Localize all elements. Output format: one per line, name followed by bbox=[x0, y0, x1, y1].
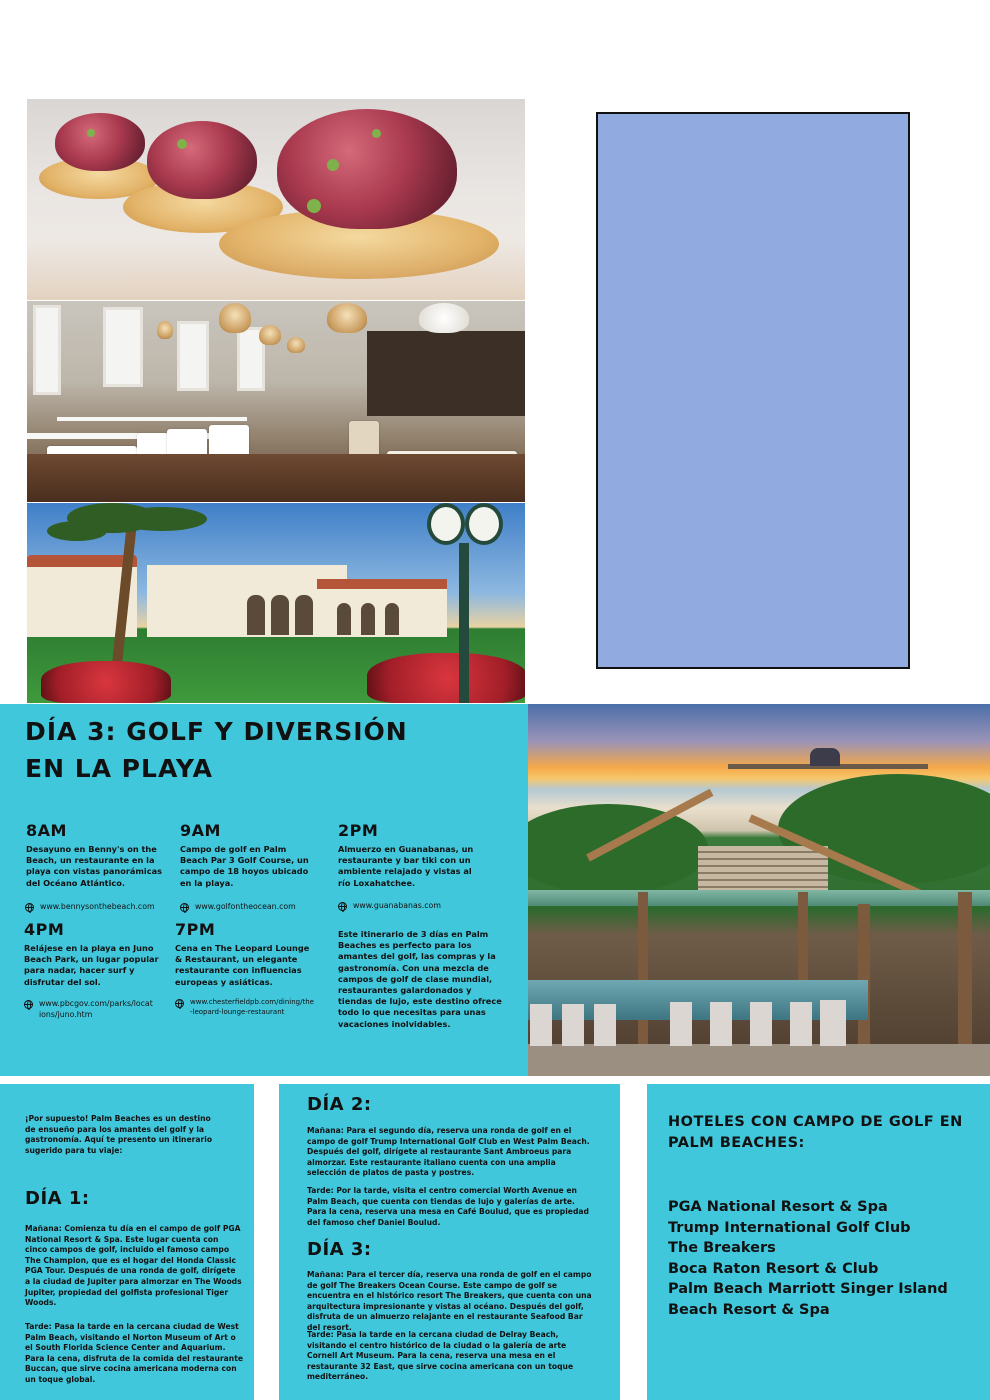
hotel-item: Trump International Golf Club bbox=[668, 1219, 911, 1236]
schedule-description: Desayuno en Benny's on the Beach, un restaurante en la playa con vistas panorámicas del Océano Atlántico. bbox=[26, 844, 162, 888]
website-8am[interactable] bbox=[25, 902, 175, 913]
hotels-heading: HOTELES CON CAMPO DE GOLF EN PALM BEACHES: bbox=[668, 1114, 963, 1151]
day2-morning-text: Mañana: Para el segundo día, reserva una ronda de golf en el campo de golf Trump International Golf Club en West Palm Beach. Después del golf, dirígete al restaurante Sant Ambroeus para almorzar. Este restaurante italiano cuenta con una amplia selección de platos de pasta y postres. bbox=[307, 1126, 590, 1178]
website-link[interactable]: www.bennysonthebeach.com bbox=[40, 902, 155, 911]
schedule-time: 8AM bbox=[26, 821, 67, 840]
schedule-item-4pm bbox=[24, 920, 164, 988]
schedule-time: 2PM bbox=[338, 821, 379, 840]
day3-afternoon-text: Tarde: Pasa la tarde en la cercana ciudad de Delray Beach, visitando el centro histórico de la ciudad o la galería de arte Cornell Art Museum. Para la cena, reserva una mesa en el restaurante 32 East, que sirve cocina americana con un toque mediterráneo. bbox=[307, 1330, 574, 1382]
hotel-item: Beach Resort & Spa bbox=[668, 1301, 830, 1318]
day3-title-line2: EN LA PLAYA bbox=[25, 754, 213, 783]
globe-icon bbox=[180, 903, 189, 912]
hotels-list bbox=[668, 1197, 978, 1321]
website-link[interactable]: www.guanabanas.com bbox=[353, 901, 441, 910]
schedule-description: Relájese en la playa en Juno Beach Park, un lugar popular para nadar, hacer surf y disfrutar del sol. bbox=[24, 943, 159, 987]
day1-afternoon-text: Tarde: Pasa la tarde en la cercana ciudad de West Palm Beach, visitando el Norton Museum of Art o el South Florida Science Center and Aquarium. Para la cena, disfruta de la comida del restaurante Buccan, que sirve cocina americana moderna con un toque global. bbox=[25, 1322, 243, 1384]
website-9am[interactable] bbox=[180, 902, 330, 913]
schedule-time: 4PM bbox=[24, 920, 65, 939]
globe-icon bbox=[25, 903, 34, 912]
hotel-item: PGA National Resort & Spa bbox=[668, 1199, 888, 1215]
tuna-tostadas-photo bbox=[27, 99, 525, 300]
hotel-item: Boca Raton Resort & Club bbox=[668, 1260, 879, 1277]
website-2pm[interactable] bbox=[338, 901, 488, 912]
website-4pm[interactable] bbox=[24, 999, 154, 1020]
day3-title-line1: DÍA 3: GOLF Y DIVERSIÓN bbox=[25, 717, 408, 746]
restaurant-interior-photo bbox=[27, 301, 525, 502]
schedule-item-7pm bbox=[175, 920, 315, 988]
day2-heading: DÍA 2: bbox=[307, 1094, 372, 1115]
schedule-time: 7PM bbox=[175, 920, 216, 939]
hotel-item: Palm Beach Marriott Singer Island bbox=[668, 1281, 948, 1298]
website-link[interactable]: www.golfontheocean.com bbox=[195, 902, 296, 911]
intro-text: ¡Por supuesto! Palm Beaches es un destino de ensueño para los amantes del golf y la gastronomía. Aquí te presento un itinerario sugerido para tu viaje: bbox=[25, 1114, 213, 1155]
globe-icon bbox=[24, 1000, 33, 1009]
day1-card bbox=[0, 1084, 254, 1400]
day2-afternoon-text: Tarde: Por la tarde, visita el centro comercial Worth Avenue en Palm Beach, que cuenta con tiendas de lujo y galerías de arte. Para la cena, reserva una mesa en Café Boulud, que es propiedad del famoso chef Daniel Boulud. bbox=[307, 1186, 589, 1227]
day1-heading: DÍA 1: bbox=[25, 1188, 90, 1209]
itinerary-summary: Este itinerario de 3 días en Palm Beaches es perfecto para los amantes del golf, las compras y la gastronomía. Con una mezcla de campos de golf de clase mundial, restaurantes galardonados y tiendas de lujo, este destino ofrece todo lo que necesitas para unas vacaciones inolvidables. bbox=[338, 929, 502, 1029]
day3-morning-text: Mañana: Para el tercer día, reserva una ronda de golf en el campo de golf The Breakers Ocean Course. Este campo de golf se encuentra en el histórico resort The Breakers, que cuenta con una arquitectura impresionante y vistas al océano. Después del golf, disfruta de un almuerzo relajante en el restaurante Seafood Bar del resort. bbox=[307, 1270, 592, 1332]
website-7pm[interactable] bbox=[175, 998, 315, 1017]
schedule-item-8am bbox=[26, 821, 166, 889]
golf-hotels-card bbox=[647, 1084, 990, 1400]
beach-tiki-bar-photo bbox=[528, 704, 990, 1076]
day3-title bbox=[25, 713, 525, 787]
schedule-item-2pm bbox=[338, 821, 478, 889]
globe-icon bbox=[175, 999, 184, 1008]
hotel-item: The Breakers bbox=[668, 1240, 776, 1257]
schedule-description: Almuerzo en Guanabanas, un restaurante y bar tiki con un ambiente relajado y vistas al río Loxahatchee. bbox=[338, 844, 474, 888]
day2-day3-card bbox=[279, 1084, 620, 1400]
schedule-description: Campo de golf en Palm Beach Par 3 Golf Course, un campo de 18 hoyos ubicado en la playa. bbox=[180, 844, 309, 888]
resort-clubhouse-photo bbox=[27, 503, 525, 703]
image-placeholder-frame bbox=[596, 112, 910, 669]
day3-heading: DÍA 3: bbox=[307, 1239, 372, 1260]
schedule-description: Cena en The Leopard Lounge & Restaurant, un elegante restaurante con influencias europeas y asiáticas. bbox=[175, 943, 310, 987]
schedule-time: 9AM bbox=[180, 821, 221, 840]
website-link[interactable]: www.pbcgov.com/parks/locations/juno.htm bbox=[39, 999, 153, 1019]
schedule-item-9am bbox=[180, 821, 310, 889]
website-link[interactable]: www.chesterfieldpb.com/dining/the-leopard-lounge-restaurant bbox=[190, 998, 314, 1016]
globe-icon bbox=[338, 902, 347, 911]
day1-morning-text: Mañana: Comienza tu día en el campo de golf PGA National Resort & Spa. Este lugar cuenta con cinco campos de golf, incluido el famoso campo The Champion, que es el hogar del Honda Classic PGA Tour. Después de una ronda de golf, dirígete a la ciudad de Jupiter para almorzar en The Woods Jupiter, propiedad del golfista profesional Tiger Woods. bbox=[25, 1224, 242, 1308]
